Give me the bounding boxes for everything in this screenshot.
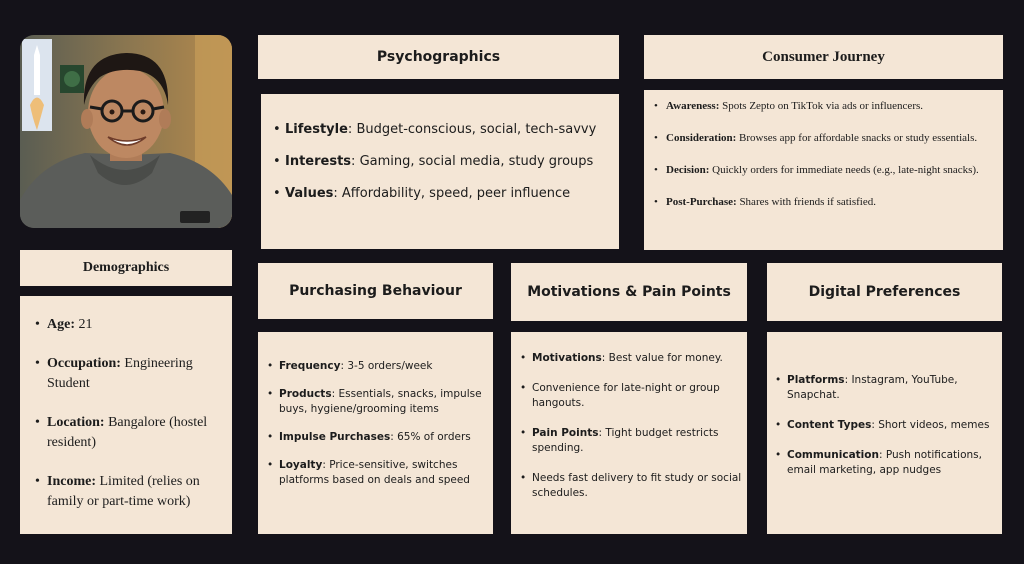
item-sep: :: [601, 352, 609, 364]
item-label: Consideration:: [666, 132, 737, 144]
item-text: Instagram, YouTube, Snapchat.: [787, 374, 958, 401]
item-text: Affordability, speed, peer influence: [341, 186, 571, 201]
journey-panel: [644, 90, 1003, 250]
item-label: Location:: [47, 415, 105, 430]
item-label: Occupation:: [47, 356, 121, 371]
item-text: Price-sensitive, switches platforms based on deals and speed: [279, 459, 470, 486]
item-sep: :: [844, 374, 852, 386]
psychographics-panel: [261, 94, 619, 249]
item-text: Needs fast delivery to fit study or social schedules.: [532, 472, 742, 499]
demographics-title: Demographics: [82, 260, 170, 275]
item-text: Gaming, social media, study groups: [359, 154, 594, 169]
item-text: Budget-conscious, social, tech-savvy: [356, 122, 597, 137]
list-item: [787, 448, 996, 478]
list-item: [279, 430, 487, 445]
item-sep: :: [333, 186, 342, 201]
list-item: [787, 373, 996, 403]
item-sep: :: [878, 449, 886, 461]
item-label: Lifestyle: [285, 122, 348, 137]
list-item: [279, 387, 487, 417]
item-label: Post-Purchase:: [666, 196, 737, 208]
item-text: Push notifications, email marketing, app nudges: [787, 449, 982, 476]
item-label: Decision:: [666, 164, 710, 176]
list-item: [787, 418, 996, 433]
list-item: [285, 154, 619, 169]
item-label: Interests: [285, 154, 352, 169]
item-text: Short videos, memes: [878, 419, 990, 431]
motivations-title: Motivations & Pain Points: [527, 284, 731, 300]
list-item: [666, 131, 999, 146]
digital-title: Digital Preferences: [808, 284, 961, 300]
item-label: Motivations: [532, 352, 602, 364]
persona-photo-illustration: [20, 35, 232, 228]
journey-header: [644, 35, 1003, 79]
item-text: 65% of orders: [397, 431, 471, 443]
item-sep: :: [390, 431, 398, 443]
motivations-header: [511, 263, 747, 321]
item-text: Engineering Student: [47, 356, 193, 391]
item-label: Platforms: [787, 374, 845, 386]
psychographics-list: [285, 122, 619, 201]
item-text: Tight budget restricts spending.: [532, 427, 719, 454]
item-label: Values: [285, 186, 334, 201]
list-item: [285, 186, 619, 201]
list-item: [532, 381, 743, 411]
digital-header: [767, 263, 1002, 321]
demographics-list: [47, 315, 226, 512]
item-text: Shares with friends if satisfied.: [739, 196, 876, 208]
demographics-header: [20, 250, 232, 286]
purchasing-header: [258, 263, 493, 319]
demographics-panel: [20, 296, 232, 534]
item-label: Content Types: [787, 419, 872, 431]
journey-title: Consumer Journey: [762, 48, 885, 65]
list-item: [279, 458, 487, 488]
item-sep: :: [331, 388, 339, 400]
psychographics-header: [258, 35, 619, 79]
item-label: Pain Points: [532, 427, 599, 439]
item-text: Essentials, snacks, impulse buys, hygiene/grooming items: [279, 388, 482, 415]
item-sep: :: [322, 459, 330, 471]
item-label: Age:: [47, 317, 75, 332]
list-item: [666, 99, 999, 114]
motivations-list: [532, 351, 743, 501]
list-item: [47, 315, 226, 335]
item-label: Communication: [787, 449, 879, 461]
digital-list: [787, 373, 996, 478]
item-sep: :: [351, 154, 360, 169]
list-item: [532, 426, 743, 456]
digital-panel: [767, 332, 1002, 534]
item-text: Bangalore (hostel resident): [47, 415, 208, 450]
item-sep: :: [598, 427, 606, 439]
item-label: Impulse Purchases: [279, 431, 391, 443]
item-label: Products: [279, 388, 332, 400]
item-text: 21: [78, 317, 93, 332]
list-item: [279, 359, 487, 374]
item-text: Browses app for affordable snacks or study essentials.: [739, 132, 978, 144]
list-item: [47, 472, 226, 512]
item-label: Frequency: [279, 360, 341, 372]
list-item: [666, 195, 999, 210]
list-item: [532, 351, 743, 366]
list-item: [666, 163, 999, 178]
persona-photo: [20, 35, 232, 228]
list-item: [47, 354, 226, 394]
item-label: Loyalty: [279, 459, 323, 471]
journey-list: [666, 99, 999, 210]
item-text: 3-5 orders/week: [347, 360, 433, 372]
list-item: [47, 413, 226, 453]
item-label: Awareness:: [666, 100, 720, 112]
item-sep: :: [347, 122, 357, 137]
list-item: [285, 122, 619, 137]
item-text: Quickly orders for immediate needs (e.g., late-night snacks).: [712, 164, 979, 176]
item-text: Best value for money.: [608, 352, 723, 364]
item-sep: :: [871, 419, 879, 431]
psychographics-title: Psychographics: [376, 49, 501, 65]
item-text: Limited (relies on family or part-time work): [47, 474, 200, 509]
item-text: Convenience for late-night or group hangouts.: [532, 382, 720, 409]
list-item: [532, 471, 743, 501]
purchasing-list: [279, 359, 487, 488]
item-label: Income:: [47, 474, 96, 489]
motivations-panel: [511, 332, 747, 534]
item-sep: :: [340, 360, 348, 372]
item-text: Spots Zepto on TikTok via ads or influencers.: [722, 100, 924, 112]
purchasing-title: Purchasing Behaviour: [289, 283, 462, 299]
purchasing-panel: [258, 332, 493, 534]
